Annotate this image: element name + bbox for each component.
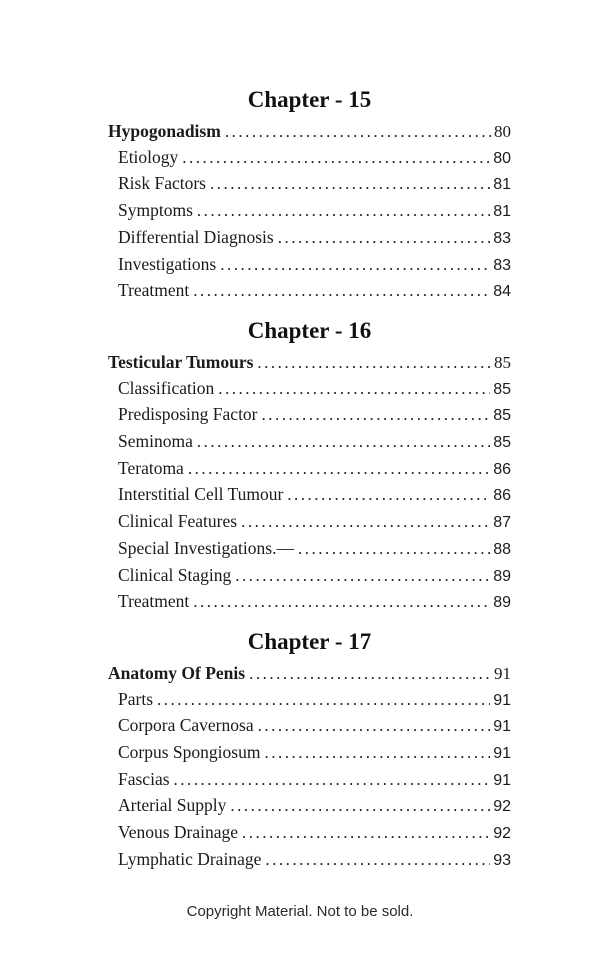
copyright-footer: Copyright Material. Not to be sold. xyxy=(186,903,414,920)
toc-entry xyxy=(108,793,511,820)
chapter-heading: Chapter - 16 xyxy=(247,317,372,343)
toc-entry-label: Parts xyxy=(118,688,153,709)
toc-entry xyxy=(108,661,511,687)
toc-entry-label: Treatment xyxy=(118,280,190,301)
toc-content xyxy=(108,86,511,874)
toc-entry-label: Fascias xyxy=(118,768,170,789)
toc-entry xyxy=(108,278,511,305)
chapter-section xyxy=(108,628,511,874)
toc-entry-label: Classification xyxy=(118,377,215,398)
toc-entry xyxy=(108,509,511,536)
toc-entry xyxy=(108,252,511,279)
dot-leader xyxy=(182,145,490,171)
toc-entry-label: Special Investigations.— xyxy=(118,537,294,558)
toc-entry-label: Clinical Staging xyxy=(118,564,232,585)
chapter-heading: Chapter - 17 xyxy=(247,628,372,654)
toc-entry xyxy=(108,589,511,616)
toc-entry xyxy=(108,563,511,590)
toc-entry xyxy=(108,456,511,483)
dot-leader xyxy=(193,278,490,304)
toc-entry-label: Hypogonadism xyxy=(108,121,221,141)
toc-entry-page: 91 xyxy=(493,691,511,709)
dot-leader xyxy=(265,847,490,873)
toc-entry-page: 80 xyxy=(493,149,511,167)
dot-leader xyxy=(278,225,491,251)
toc-entry-label: Arterial Supply xyxy=(118,795,227,816)
toc-entry-label: Predisposing Factor xyxy=(118,404,258,425)
dot-leader xyxy=(220,252,490,278)
dot-leader xyxy=(197,429,490,455)
dot-leader xyxy=(262,402,491,428)
chapter-entries xyxy=(108,119,511,305)
toc-entry-label: Symptoms xyxy=(118,200,193,221)
toc-entry-label: Differential Diagnosis xyxy=(118,226,274,247)
dot-leader xyxy=(241,509,490,535)
dot-leader xyxy=(225,119,491,145)
toc-entry-label: Risk Factors xyxy=(118,173,206,194)
dot-leader xyxy=(249,661,491,687)
chapter-heading: Chapter - 15 xyxy=(247,87,372,112)
dot-leader xyxy=(174,767,491,793)
dot-leader xyxy=(258,713,491,739)
toc-entry-label: Teratoma xyxy=(118,457,184,478)
toc-entry-page: 81 xyxy=(493,203,511,221)
toc-entry-page: 83 xyxy=(493,256,511,274)
toc-entry-label: Corpus Spongiosum xyxy=(118,742,261,763)
chapter-section xyxy=(108,86,511,305)
toc-entry-page: 87 xyxy=(493,514,511,532)
dot-leader xyxy=(230,793,490,819)
toc-entry-page: 89 xyxy=(493,594,511,612)
toc-entry xyxy=(108,145,511,172)
dot-leader xyxy=(218,376,490,402)
toc-entry-page: 91 xyxy=(493,718,511,736)
toc-entry-page: 93 xyxy=(493,851,511,869)
toc-entry-page: 80 xyxy=(494,122,511,141)
toc-entry-page: 86 xyxy=(493,460,511,478)
toc-entry xyxy=(108,225,511,252)
toc-entry xyxy=(108,376,511,403)
chapter-entries xyxy=(108,661,511,874)
toc-entry-page: 89 xyxy=(493,567,511,585)
toc-entry xyxy=(108,820,511,847)
toc-entry-page: 83 xyxy=(493,229,511,247)
dot-leader xyxy=(257,350,491,376)
toc-entry xyxy=(108,740,511,767)
toc-entry-page: 81 xyxy=(493,176,511,194)
toc-entry-label: Clinical Features xyxy=(118,511,238,532)
toc-entry xyxy=(108,429,511,456)
toc-entry xyxy=(108,350,511,376)
toc-entry-page: 88 xyxy=(493,540,511,558)
chapter-section xyxy=(108,317,511,616)
toc-entry xyxy=(108,119,511,145)
toc-entry-label: Anatomy Of Penis xyxy=(108,662,246,683)
toc-entry-page: 91 xyxy=(494,663,511,683)
toc-entry-label: Investigations xyxy=(118,253,217,274)
toc-entry-label: Venous Drainage xyxy=(118,822,239,843)
dot-leader xyxy=(264,740,490,766)
dot-leader xyxy=(197,198,490,224)
toc-entry-label: Interstitial Cell Tumour xyxy=(118,484,284,505)
toc-entry-page: 84 xyxy=(493,283,511,301)
toc-entry-page: 85 xyxy=(493,434,511,452)
toc-entry-label: Etiology xyxy=(118,146,179,167)
dot-leader xyxy=(287,482,490,508)
toc-entry-page: 91 xyxy=(493,745,511,763)
toc-entry-page: 92 xyxy=(493,825,511,843)
dot-leader xyxy=(157,687,490,713)
toc-entry-page: 85 xyxy=(493,380,511,398)
toc-entry-label: Treatment xyxy=(118,591,190,612)
toc-entry-label: Lymphatic Drainage xyxy=(118,848,262,869)
toc-entry xyxy=(108,767,511,794)
chapter-entries xyxy=(108,350,511,616)
toc-entry xyxy=(108,687,511,714)
toc-entry-label: Testicular Tumours xyxy=(108,351,254,372)
toc-entry xyxy=(108,402,511,429)
toc-entry xyxy=(108,847,511,874)
toc-entry-page: 85 xyxy=(494,352,511,372)
dot-leader xyxy=(210,171,490,197)
toc-entry-page: 92 xyxy=(493,798,511,816)
toc-entry-page: 91 xyxy=(493,771,511,789)
dot-leader xyxy=(235,563,490,589)
toc-entry-page: 85 xyxy=(493,407,511,425)
dot-leader xyxy=(193,589,490,615)
dot-leader xyxy=(242,820,490,846)
dot-leader xyxy=(298,536,490,562)
toc-entry-page: 86 xyxy=(493,487,511,505)
toc-entry xyxy=(108,198,511,225)
toc-entry-label: Corpora Cavernosa xyxy=(118,715,254,736)
toc-entry-label: Seminoma xyxy=(118,431,193,452)
toc-entry xyxy=(108,536,511,563)
dot-leader xyxy=(188,456,490,482)
toc-entry xyxy=(108,482,511,509)
toc-entry xyxy=(108,171,511,198)
toc-entry xyxy=(108,713,511,740)
